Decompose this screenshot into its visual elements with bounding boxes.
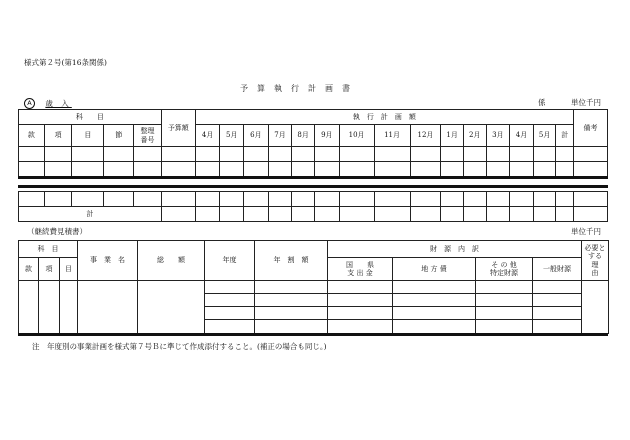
month-header: 2月 [463,125,486,147]
nendo-header: 年度 [205,241,255,281]
sonota-header: そ の 他 特定財源 [476,258,533,281]
moku-header: 目 [72,125,104,147]
ippan-header: 一般財源 [533,258,582,281]
bottom-rule [18,333,608,336]
revenue-label: 歳 入 [45,98,72,108]
zaigen-header: 財 源 内 訳 [328,241,582,258]
total-table [18,191,608,222]
table-row [19,281,609,294]
section-a-kakari: 係 [538,98,546,107]
budget-header: 予算額 [161,110,195,147]
notes-header: 備考 [573,110,607,147]
section-a-label [24,98,72,109]
month-header: 3月 [486,125,510,147]
section-b-label: （継続費見積書） [27,227,87,236]
month-header: 5月 [533,125,556,147]
double-rule-divider [18,176,608,179]
total-row-label: 計 [19,207,162,222]
month-header: 8月 [292,125,315,147]
seiri-header: 整理番号 [134,125,162,147]
sogaku-header: 総 額 [138,241,205,281]
kokuken-header: 国 県 支 出 金 [328,258,393,281]
kamoku-header: 科 目 [19,110,162,125]
kan-header: 款 [19,125,45,147]
kamoku-header: 科 目 [19,241,78,258]
month-header: 12月 [410,125,441,147]
table-row [19,192,608,207]
table-row [19,147,608,162]
reason-header: 必要とする 理 由 [582,241,609,281]
total-header: 計 [556,125,573,147]
month-header: 7月 [268,125,292,147]
total-row [19,207,608,222]
table-row [19,162,608,177]
chihosai-header: 地 方 債 [393,258,476,281]
month-header: 11月 [374,125,410,147]
exec-plan-header: 執 行 計 画 額 [195,110,573,125]
kou-header: 項 [39,258,60,281]
month-header: 6月 [244,125,269,147]
continuing-expense-table [18,240,609,334]
setsu-header: 節 [104,125,134,147]
circled-a-mark: A [24,98,35,109]
form-label: 様式第２号(第16条関係) [24,58,107,67]
month-header: 10月 [339,125,374,147]
kou-header: 項 [44,125,72,147]
nenwari-header: 年 割 額 [255,241,328,281]
month-header: 1月 [441,125,464,147]
page-title: 予算執行計画書 [240,84,359,93]
jigyo-header: 事 業 名 [78,241,138,281]
month-header: 4月 [510,125,534,147]
section-b-unit: 単位千円 [571,227,601,236]
footnote: 注 年度別の事業計画を様式第７号Ｂに準じて作成添付すること。(補正の場合も同じ。) [32,342,327,351]
double-rule-divider [18,185,608,188]
month-header: 9月 [314,125,339,147]
month-header: 4月 [195,125,220,147]
execution-plan-table [18,109,608,177]
section-a-unit: 単位千円 [571,98,601,107]
month-header: 5月 [220,125,244,147]
kan-header: 款 [19,258,39,281]
moku-header: 目 [60,258,78,281]
